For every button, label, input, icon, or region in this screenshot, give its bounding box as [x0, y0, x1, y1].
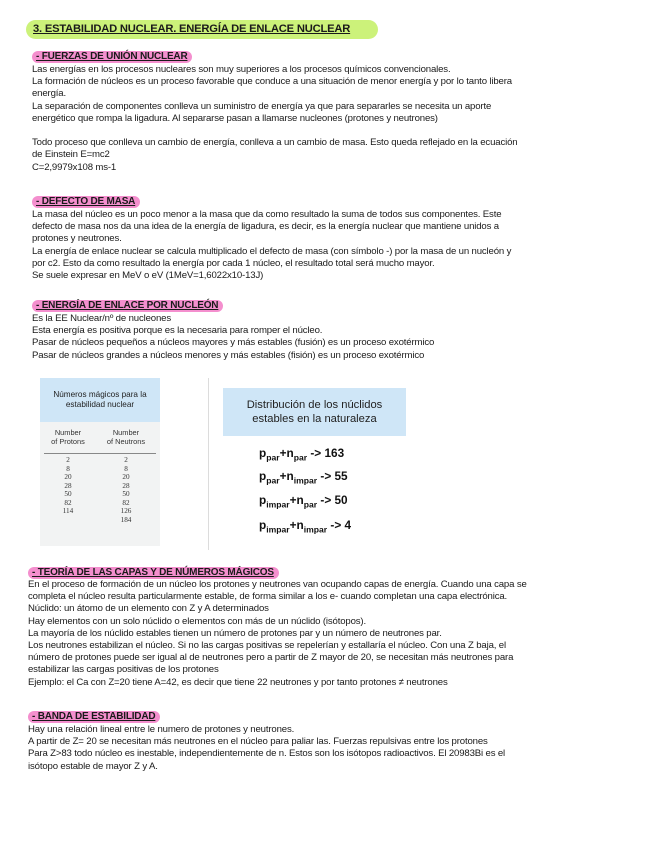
- paragraph-teoria: [28, 579, 527, 689]
- paragraph-banda: [28, 724, 505, 773]
- text-line: A partir de Z= 20 se necesitan más neutrones en el núcleo para paliar las. Fuerzas repulsivas entre los protones: [28, 736, 488, 748]
- distribution-title: [223, 388, 406, 436]
- text-line: completa el núcleo resulta particularmente estable, de forma similar a los e- cuando completan una capa electrónica.: [28, 591, 508, 603]
- table-title-line: Números mágicos para la: [53, 389, 147, 399]
- text-line: estabilizar las cargas positivas de los protones: [28, 664, 219, 676]
- table-cell: 2: [124, 456, 128, 464]
- text-line: Esta energía es positiva porque es la necesaria para romper el núcleo.: [32, 325, 323, 337]
- nuclide-distribution-figure: [208, 378, 419, 550]
- text-line: La mayoría de los núclido estables tienen un número de protones par y un número de neutrones par.: [28, 627, 442, 639]
- text-line: Pasar de núcleos pequeños a núcleos mayores y más estables (fusión) es un proceso exotérmico: [32, 337, 435, 349]
- distribution-count: -> 50: [320, 493, 348, 507]
- text-line: Todo proceso que conlleva un cambio de energía, conlleva a un cambio de masa. Esto queda reflejado en la ecuación: [32, 137, 518, 149]
- distribution-row: $p_{impar}+n_{impar} -> 4$: [259, 518, 352, 535]
- paragraph-energia: [32, 313, 434, 362]
- table-cell: 8: [124, 464, 128, 473]
- text-line: Ejemplo: el Ca con Z=20 tiene A=42, es decir que tiene 22 neutrones y por tanto protones ≠ neutrones: [28, 676, 448, 688]
- magic-numbers-table: [40, 378, 160, 546]
- text-line: Núclido: un átomo de un elemento con Z y A determinados: [28, 603, 269, 615]
- table-cell: 82: [122, 498, 130, 507]
- distribution-row: $p_{impar}+n_{par} -> 50$: [259, 493, 348, 510]
- table-cell: 8: [66, 464, 70, 473]
- distribution-count: -> 163: [310, 446, 345, 460]
- protons-column: [48, 456, 88, 516]
- heading-fuerzas-union-nuclear: - FUERZAS DE UNIÓN NUCLEAR: [32, 51, 192, 63]
- table-cell: 114: [62, 507, 74, 515]
- paragraph-defecto: [32, 209, 511, 282]
- paragraph-fuerzas: [32, 64, 517, 174]
- text-line: defecto de masa nos da una idea de la energía de ligadura, es decir, es la energía nuclear que mantiene unidos a: [32, 221, 499, 233]
- table-cell: 126: [120, 507, 132, 515]
- header-line: Number: [112, 428, 140, 437]
- column-header-neutrons: [102, 428, 150, 446]
- text-line: La formación de núcleos es un proceso favorable que conduce a una situación de menor energía y por lo tanto libera: [32, 76, 512, 88]
- text-line: Es la EE Nuclear/nº de nucleones: [32, 313, 171, 324]
- proton-parity: impar: [266, 499, 290, 510]
- distribution-count: -> 4: [330, 518, 352, 532]
- heading-energia-enlace-nucleon: - ENERGÍA DE ENLACE POR NUCLEÓN: [32, 300, 223, 312]
- neutron-parity: impar: [303, 524, 328, 535]
- text-line: protones y neutrones.: [32, 233, 122, 245]
- text-line: Para Z>83 todo núcleo es inestable, independientemente de n. Estos son los isótopos radioactivos. El 20983Bi es el: [28, 748, 506, 760]
- neutron-parity: par: [293, 452, 308, 463]
- blank-line: [32, 125, 517, 137]
- text-line: por c2. Esto da como resultado la energía por cada 1 núcleo, el resultado total será mucho mayor.: [32, 257, 435, 269]
- distribution-row: $p_{par}+n_{par} -> 163$: [259, 446, 345, 463]
- text-line: de Einstein E=mc2: [32, 149, 110, 161]
- text-line: Se suele expresar en MeV o eV (1MeV=1,6022x10-13J): [32, 270, 264, 282]
- header-line: of Protons: [51, 437, 85, 446]
- page-title: 3. ESTABILIDAD NUCLEAR. ENERGÍA DE ENLACE NUCLEAR: [26, 20, 378, 39]
- heading-teoria-capas: - TEORÍA DE LAS CAPAS Y DE NÚMEROS MÁGICOS: [28, 567, 279, 579]
- table-cell: 50: [64, 490, 72, 498]
- text-line: energético que rompa la ligadura. Al separarse pasan a llamarse nucleones (protones y neutrones): [32, 112, 438, 124]
- proton-parity: impar: [266, 524, 290, 535]
- text-line: La energía de enlace nuclear se calcula multiplicado el defecto de masa (con símbolo -) por la masa de un nucleón y: [32, 245, 512, 257]
- text-line: energía.: [32, 88, 67, 100]
- text-line: Las energías en los procesos nucleares son muy superiores a los procesos químicos convencionales.: [32, 64, 451, 75]
- heading-defecto-de-masa: - DEFECTO DE MASA: [32, 196, 140, 208]
- table-cell: 28: [122, 481, 130, 490]
- text-line: C=2,9979x108 ms-1: [32, 161, 117, 173]
- table-divider: [44, 453, 156, 454]
- neutron-parity: par: [303, 499, 318, 510]
- text-line: La separación de componentes conlleva un suministro de energía ya que para separarles se necesita un aporte: [32, 100, 492, 112]
- proton-parity: par: [266, 475, 280, 486]
- table-cell: 50: [122, 490, 130, 498]
- text-line: número de protones puede ser igual al de neutrones pero a partir de Z mayor de 20, se necesitan más neutrones para: [28, 652, 514, 664]
- table-cell: 20: [122, 473, 130, 481]
- neutron-parity: impar: [293, 475, 318, 486]
- header-line: Number: [54, 428, 82, 437]
- proton-parity: par: [266, 452, 280, 463]
- neutrons-column: [106, 456, 146, 524]
- table-title-line: estabilidad nuclear: [65, 400, 135, 409]
- table-cell: 82: [64, 498, 72, 507]
- text-line: Los neutrones estabilizan el núcleo. Si no las cargas positivas se repelerían y estallaría el núcleo. Con una Z baja, el: [28, 640, 506, 652]
- distribution-row: $p_{par}+n_{impar} -> 55$: [259, 469, 348, 486]
- heading-banda-estabilidad: - BANDA DE ESTABILIDAD: [28, 711, 160, 723]
- distribution-count: -> 55: [320, 469, 348, 483]
- header-line: of Neutrons: [106, 437, 146, 446]
- table-cell: 28: [64, 481, 72, 490]
- text-line: En el proceso de formación de un núcleo los protones y neutrones van ocupando capas de energía. Cuando una capa se: [28, 579, 527, 590]
- text-line: isótopo estable de mayor Z y A.: [28, 760, 158, 772]
- table-cell: 2: [66, 456, 70, 464]
- magic-numbers-table-title: [40, 378, 160, 422]
- text-line: Pasar de núcleos grandes a núcleos menores y más estables (fisión) es un proceso exotérmico: [32, 349, 425, 361]
- text-line: Hay una relación lineal entre le numero de protones y neutrones.: [28, 724, 295, 735]
- table-cell: 20: [64, 473, 72, 481]
- text-line: Hay elementos con un solo núclido o elementos con más de un núclido (isótopos).: [28, 615, 366, 627]
- distribution-title-line: Distribución de los núclidos: [246, 399, 383, 411]
- distribution-title-line: estables en la naturaleza: [252, 413, 377, 425]
- column-header-protons: [44, 428, 92, 446]
- table-cell: 184: [120, 515, 132, 524]
- text-line: La masa del núcleo es un poco menor a la masa que da como resultado la suma de todos sus componentes. Este: [32, 209, 502, 220]
